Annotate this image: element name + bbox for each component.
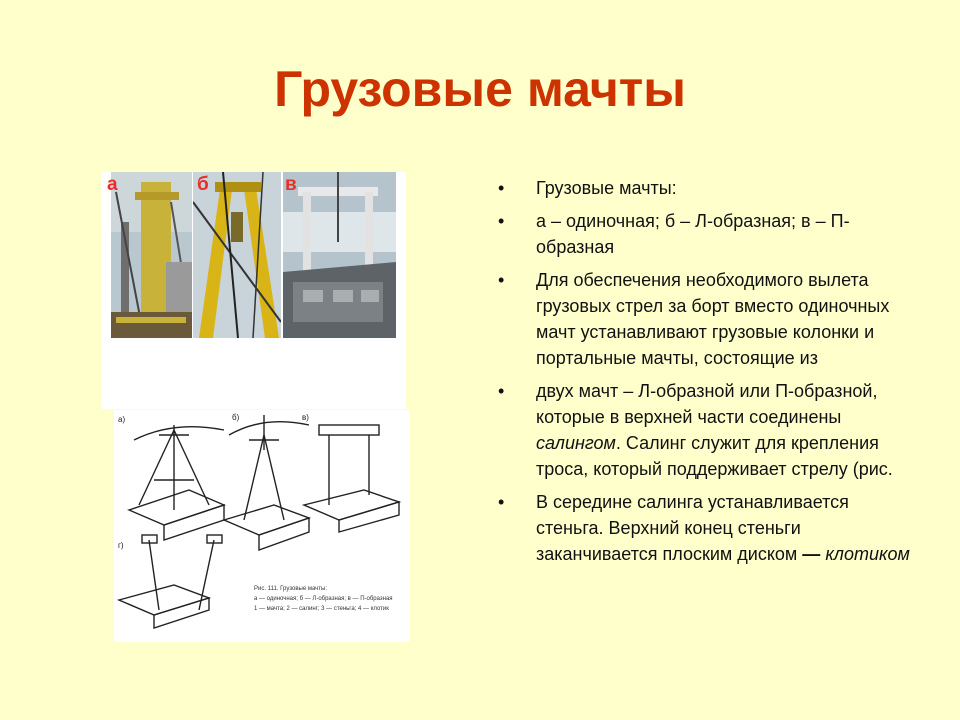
drawing-caption-line-3: 1 — мачта; 2 — салинг; 3 — стеньга; 4 — клотик bbox=[254, 606, 389, 612]
drawing-label-d: г) bbox=[118, 541, 124, 550]
bullet-text-segment: а – одиночная; б – Л-образная; в – П-образная bbox=[536, 211, 850, 257]
bullet-text-segment: Грузовые мачты: bbox=[536, 178, 677, 198]
drawing-caption-line-2: а — одиночная; б — Л-образная; в — П-образная bbox=[254, 596, 393, 602]
bullet-marker: • bbox=[498, 178, 505, 198]
bullet-item bbox=[498, 378, 918, 482]
bullet-text-segment: — bbox=[802, 544, 826, 564]
bullet-text-segment: Для обеспечения необходимого вылета грузовых стрел за борт вместо одиночных мачт устанавливают грузовые колонки и портальные мачты, состоящие из bbox=[536, 270, 890, 368]
photo-label-b: б bbox=[197, 174, 209, 195]
drawing-label-a: а) bbox=[118, 415, 126, 424]
bullet-marker: • bbox=[498, 381, 505, 401]
bullet-item bbox=[498, 489, 918, 567]
bullet-marker: • bbox=[498, 270, 505, 290]
photo-label-a: а bbox=[107, 174, 118, 195]
bullet-text bbox=[536, 381, 893, 479]
photo-single-mast bbox=[111, 172, 192, 338]
mast-photos-panel bbox=[101, 172, 406, 409]
bullet-text-segment: двух мачт – Л-образной или П-образной, которые в верхней части соединены bbox=[536, 381, 878, 427]
bullet-text bbox=[536, 492, 910, 564]
photo-label-c: в bbox=[285, 174, 297, 195]
photo-a-frame-mast bbox=[193, 172, 281, 338]
bullet-marker: • bbox=[498, 211, 505, 231]
mast-drawings-panel bbox=[114, 410, 410, 642]
bullet-text bbox=[536, 270, 889, 368]
bullet-text bbox=[536, 178, 677, 198]
drawing-caption-line-1: Рис. 111. Грузовые мачты: bbox=[254, 586, 328, 592]
slide-title: Грузовые мачты bbox=[274, 61, 686, 117]
bullet-text-segment: клотиком bbox=[825, 544, 910, 564]
bullet-item bbox=[498, 267, 918, 371]
bullet-item bbox=[498, 175, 918, 201]
bullet-item bbox=[498, 208, 918, 260]
bullet-text-segment: . Салинг служит для крепления троса, который поддерживает стрелу (рис. bbox=[536, 433, 893, 479]
bullet-text bbox=[536, 211, 850, 257]
bullet-text-segment: салингом bbox=[536, 433, 616, 453]
bullet-list bbox=[498, 175, 918, 574]
bullet-text-segment: В середине салинга устанавливается стеньга. Верхний конец стеньги заканчивается плоским диском bbox=[536, 492, 849, 564]
photo-portal-mast bbox=[283, 172, 396, 338]
drawing-label-c: в) bbox=[302, 413, 309, 422]
drawing-label-b: б) bbox=[232, 413, 240, 422]
bullet-marker: • bbox=[498, 492, 505, 512]
